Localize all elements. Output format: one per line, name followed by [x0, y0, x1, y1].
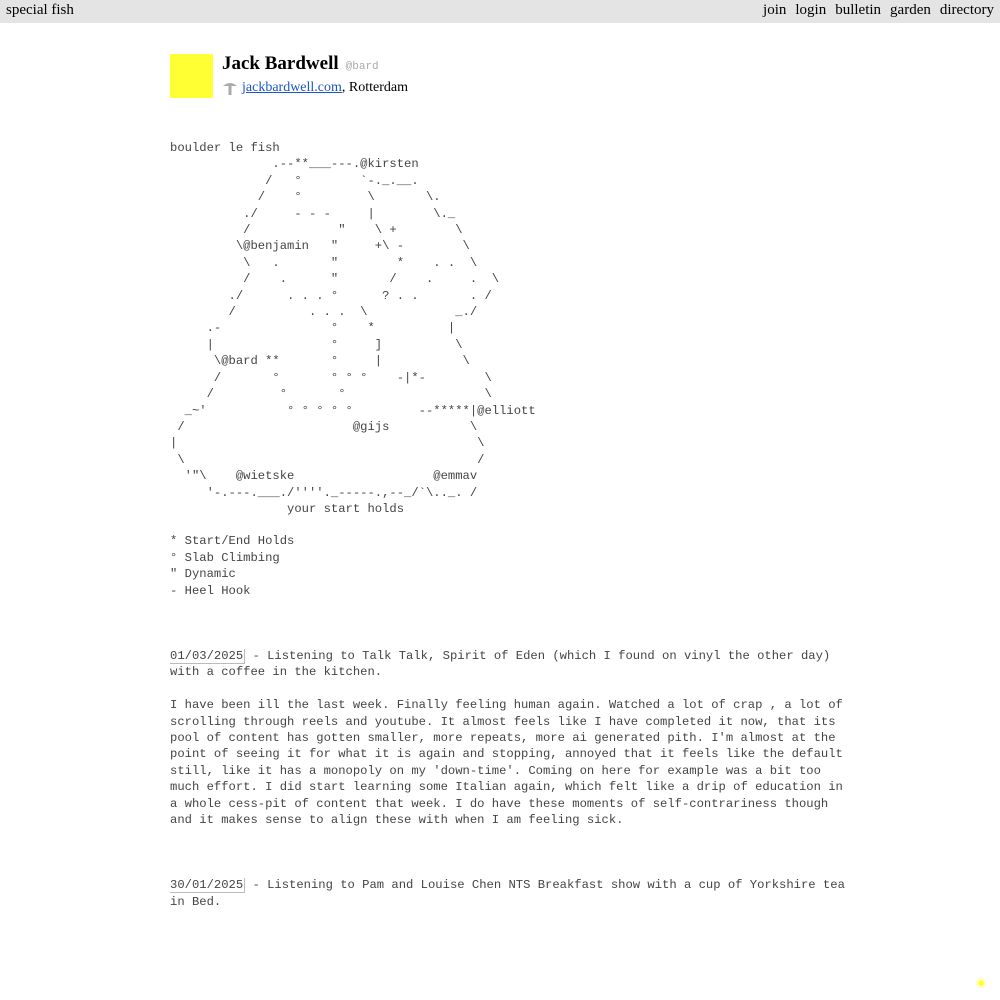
profile-content — [170, 140, 850, 927]
entry-date: 01/03/2025 — [170, 648, 244, 663]
journal-entry — [170, 648, 850, 828]
site-brand-link[interactable]: special fish — [6, 2, 74, 18]
sun-icon — [976, 975, 986, 985]
nav-bulletin-link[interactable]: bulletin — [835, 2, 882, 18]
nav-join-link[interactable]: join — [763, 2, 787, 18]
profile-name: Jack Bardwell — [222, 53, 339, 74]
entry-intro — [170, 648, 850, 681]
legend-item: - Heel Hook — [170, 583, 251, 598]
legend-item: " Dynamic — [170, 567, 236, 582]
top-bar — [0, 0, 1000, 23]
entry-intro — [170, 877, 850, 910]
hold-legend — [170, 533, 850, 599]
legend-item: * Start/End Holds — [170, 534, 295, 549]
profile-location-row — [222, 80, 408, 96]
nav-login-link[interactable]: login — [795, 2, 827, 18]
entry-date: 30/01/2025 — [170, 878, 244, 893]
art-caption: your start holds — [170, 501, 405, 516]
journal-entry — [170, 877, 850, 910]
location-separator: , — [341, 80, 346, 95]
legend-item: ° Slab Climbing — [170, 550, 280, 565]
entry-paragraph: I have been ill the last week. Finally feeling human again. Watched a lot of crap , a lot of scrolling through reels and youtube. It almost feels like I have completed it now, that its pool of content has gotten smaller, more repeats, more ai generated pith. I'm almost at the point of seeing it for what it is again and stopping, annoyed that it feels like the default still, like it has a monopoly on my 'down-time'. Coming on here for example was a bit too much effort. I did start learning some Italian again, which felt like a drip of education in a whole cess-pit of content that week. I do have these moments of self-contrariness though and it makes sense to align these with when I am feeling sick. — [170, 698, 843, 828]
profile-location: Rotterdam — [348, 80, 409, 95]
nav-directory-link[interactable]: directory — [939, 2, 994, 18]
top-nav — [763, 2, 994, 19]
avatar — [170, 54, 213, 98]
profile-website-link[interactable]: jackbardwell.com — [242, 80, 342, 95]
ascii-boulder-art: .--**___---.@kirsten / ° `-._.__. / ° \ \. ./ - - - | \._ / " \ + \ \@benjamin " +\ - \ \ . " * . . \ / . " / . . \ ./ . . . ° ? . . . / / . . . \ _./ .- ° * | | ° ] \ \@bard ** ° | \ / ° ° ° ° -|*- \ / ° ° \ _~' ° ° ° ° ° --*****|@elliott / @gijs \ | \ \ / '"\ @wietske @emmav '-.---.___./''''._-----.,--_/`\.._. / — [170, 157, 536, 500]
profile-handle: @bard — [345, 61, 379, 73]
entry-paragraph: - Listening to Talk Talk, Spirit of Eden (which I found on vinyl the other day) with a coffee in the kitchen. — [170, 648, 831, 680]
profile-header — [222, 53, 379, 75]
nav-garden-link[interactable]: garden — [890, 2, 931, 18]
post-tagline: boulder le fish — [170, 141, 280, 155]
entry-paragraph: - Listening to Pam and Louise Chen NTS Breakfast show with a cup of Yorkshire tea in Bed. — [170, 878, 845, 909]
mushroom-icon — [222, 80, 238, 96]
